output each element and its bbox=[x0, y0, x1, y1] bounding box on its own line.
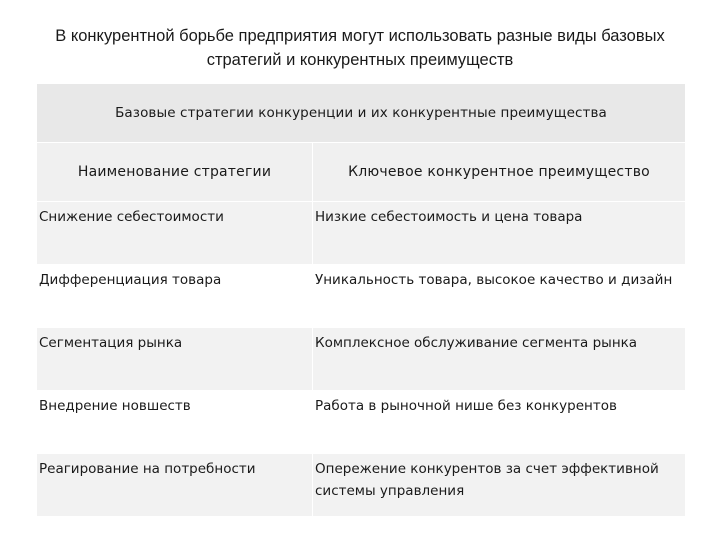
table-caption: Базовые стратегии конкуренции и их конкурентные преимущества bbox=[37, 84, 686, 143]
strategy-cell: Дифференциация товара bbox=[37, 265, 313, 328]
table-row bbox=[37, 391, 686, 454]
strategy-cell: Реагирование на потребности bbox=[37, 454, 313, 517]
strategy-cell: Сегментация рынка bbox=[37, 328, 313, 391]
strategy-table bbox=[36, 83, 686, 517]
table-caption-row bbox=[37, 84, 686, 143]
table-row bbox=[37, 202, 686, 265]
table-row bbox=[37, 454, 686, 517]
advantage-cell: Опережение конкурентов за счет эффективной системы управления bbox=[313, 454, 686, 517]
table-row bbox=[37, 265, 686, 328]
table-row bbox=[37, 328, 686, 391]
slide-title: В конкурентной борьбе предприятия могут использовать разные виды базовых стратегий и конкурентных преимуществ bbox=[55, 27, 665, 69]
advantage-cell: Низкие себестоимость и цена товара bbox=[313, 202, 686, 265]
header-advantage: Ключевое конкурентное преимущество bbox=[313, 143, 686, 202]
header-strategy: Наименование стратегии bbox=[37, 143, 313, 202]
advantage-cell: Работа в рыночной нише без конкурентов bbox=[313, 391, 686, 454]
strategy-cell: Снижение себестоимости bbox=[37, 202, 313, 265]
advantage-cell: Уникальность товара, высокое качество и дизайн bbox=[313, 265, 686, 328]
strategy-cell: Внедрение новшеств bbox=[37, 391, 313, 454]
table-header-row bbox=[37, 143, 686, 202]
advantage-cell: Комплексное обслуживание сегмента рынка bbox=[313, 328, 686, 391]
